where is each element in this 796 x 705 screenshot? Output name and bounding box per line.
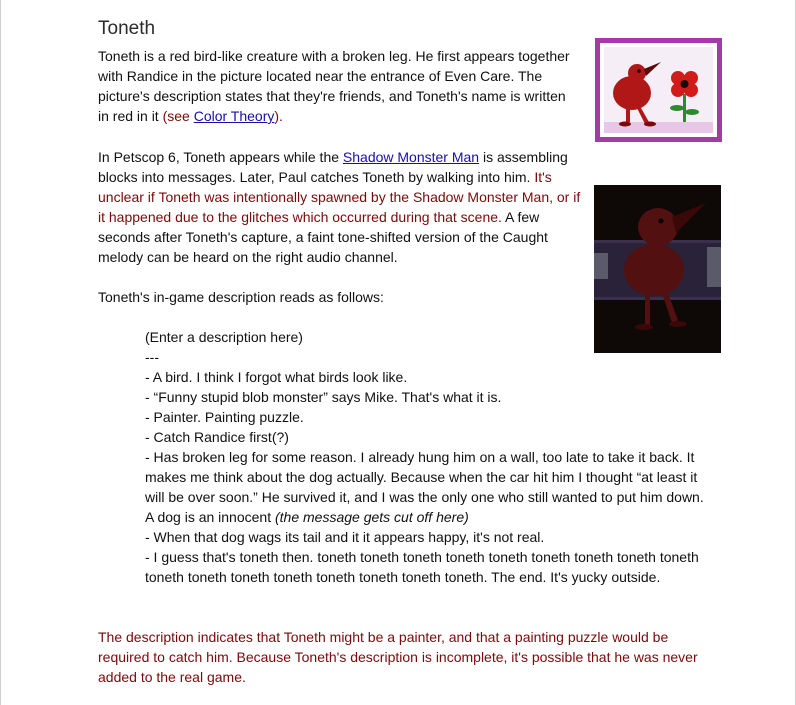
toneth-ingame-screenshot: [594, 185, 721, 353]
quote-line: - Catch Randice first(?): [145, 429, 289, 445]
paragraph-conclusion: The description indicates that Toneth might be a painter, and that a painting puzzle would be required to catch him. Because Toneth's description is incomplete, it's possible that he was never added to the real game.: [98, 629, 698, 685]
cutoff-note: (the message gets cut off here): [275, 509, 469, 525]
speculation-text: It's unclear if Toneth was intentionally spawned by the Shadow Monster Man, or if it happened due to the glitches which occurred during that scene.: [98, 169, 581, 225]
quote-line: - Has broken leg for some reason. I already hung him on a wall, too late to take it back. It makes me think about the dog actually. Because when the car hit him I thought “at least it will be over soon.” He survived it, and I was the only one who still wanted to put him down. A dog is an innocent (the message gets cut off here): [145, 449, 704, 525]
quote-line: - I guess that's toneth then. toneth toneth toneth toneth toneth toneth toneth toneth toneth toneth toneth toneth toneth toneth toneth toneth toneth. The end. It's yucky outside.: [145, 549, 699, 585]
paragraph-intro: [98, 46, 578, 126]
quote-line: - A bird. I think I forgot what birds look like.: [145, 369, 408, 385]
quote-line: - When that dog wags its tail and it it appears happy, it's not real.: [145, 529, 545, 545]
color-theory-note: (see Color Theory).: [158, 108, 283, 124]
paragraph-description-intro: Toneth's in-game description reads as follows:: [98, 289, 384, 305]
in-game-description: [145, 327, 705, 587]
paragraph-petscop6: In Petscop 6, Toneth appears while the Shadow Monster Man is assembling blocks into messages. Later, Paul catches Toneth by walking into him. It's unclear if Toneth was intentionally spawned by the Shadow Monster Man, or if it happened due to the glitches which occurred during that scene. A few seconds after Toneth's capture, a faint tone-shifted version of the Caught melody can be heard on the right audio channel.: [98, 149, 581, 265]
page-border-left: [0, 0, 1, 705]
quote-line: ---: [145, 349, 159, 365]
shadow-monster-man-link[interactable]: Shadow Monster Man: [342, 149, 480, 165]
toneth-randice-picture: [595, 38, 722, 142]
quote-line: - Painter. Painting puzzle.: [145, 409, 304, 425]
quote-line: - “Funny stupid blob monster” says Mike. That's what it is.: [145, 389, 502, 405]
color-theory-link[interactable]: Color Theory: [193, 108, 275, 124]
section-title: Toneth: [98, 18, 156, 39]
intro-text: Toneth is a red bird-like creature with a broken leg. He first appears together with Randice in the picture located near the entrance of Even Care. The picture's description states that they're friends, and Toneth's name is written in red in it: [98, 48, 570, 124]
quote-line: (Enter a description here): [145, 329, 303, 345]
